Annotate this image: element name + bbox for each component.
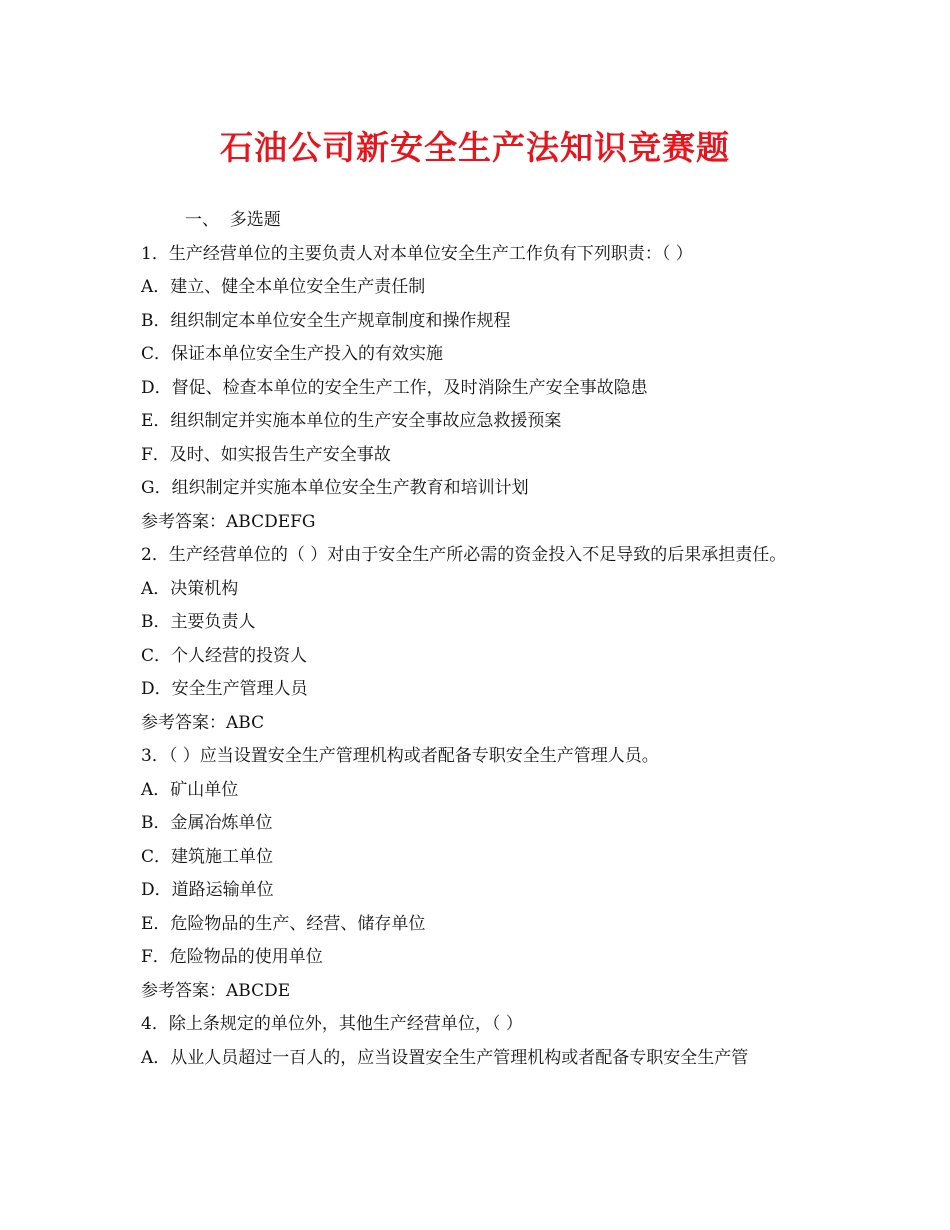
question-2: 2．生产经营单位的（ ）对由于安全生产所必需的资金投入不足导致的后果承担责任。 — [141, 545, 787, 565]
option-line: A．矿山单位 — [141, 779, 239, 800]
option-line: B．金属冶炼单位 — [141, 813, 273, 833]
option-line: D．道路运输单位 — [141, 880, 274, 900]
option-line: E．组织制定并实施本单位的生产安全事故应急救援预案 — [141, 411, 562, 431]
option-line: A．建立、健全本单位安全生产责任制 — [141, 277, 426, 297]
document-body — [141, 204, 821, 1075]
question-4: 4．除上条规定的单位外，其他生产经营单位，（ ） — [141, 1014, 523, 1034]
option-line: B．主要负责人 — [141, 612, 256, 632]
answer-line: 参考答案：ABC — [141, 712, 265, 733]
option-line: E．危险物品的生产、经营、储存单位 — [141, 913, 426, 934]
question-1: 1．生产经营单位的主要负责人对本单位安全生产工作负有下列职责：（ ） — [141, 243, 693, 264]
option-line: C．建筑施工单位 — [141, 846, 274, 867]
option-line: F．及时、如实报告生产安全事故 — [141, 444, 391, 465]
option-line: D．安全生产管理人员 — [141, 679, 308, 699]
option-line: D．督促、检查本单位的安全生产工作，及时消除生产安全事故隐患 — [141, 377, 648, 398]
document-title: 石油公司新安全生产法知识竞赛题 — [220, 128, 730, 167]
option-line: F．危险物品的使用单位 — [141, 947, 323, 967]
option-line: G．组织制定并实施本单位安全生产教育和培训计划 — [141, 478, 529, 498]
option-line: B．组织制定本单位安全生产规章制度和操作规程 — [141, 310, 511, 331]
answer-line: 参考答案：ABCDE — [141, 980, 291, 1001]
option-line: C．个人经营的投资人 — [141, 645, 308, 666]
answer-line: 参考答案：ABCDEFG — [141, 511, 316, 532]
option-line: A．从业人员超过一百人的，应当设置安全生产管理机构或者配备专职安全生产管 — [141, 1047, 749, 1068]
question-3: 3．（ ）应当设置安全生产管理机构或者配备专职安全生产管理人员。 — [141, 746, 659, 766]
section-heading: 一、 多选题 — [185, 210, 281, 230]
option-line: A．决策机构 — [141, 578, 239, 599]
option-line: C．保证本单位安全生产投入的有效实施 — [141, 344, 444, 364]
